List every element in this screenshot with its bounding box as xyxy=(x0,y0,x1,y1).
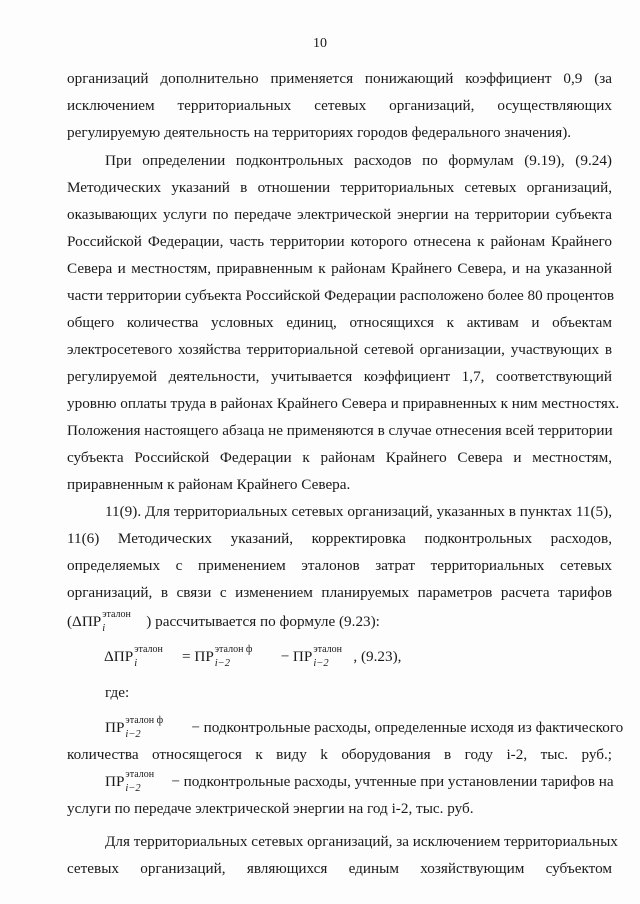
def1-text: − подконтрольные расходы, определенные исходя из фактического xyxy=(187,719,624,736)
text-line: Методических указаний в отношении территориальных сетевых организаций, xyxy=(67,179,612,196)
text-line: регулируемой деятельности, учитывается коэффициент 1,7, соответствующий xyxy=(67,368,612,385)
text-line: Российской Федерации, часть территории которого отнесена к районам Крайнего xyxy=(67,233,612,250)
def2-symbol: ПР xyxy=(105,773,125,790)
formula-t2-sub: i−2 xyxy=(313,658,329,669)
delta-text: ) рассчитывается по формуле (9.23): xyxy=(146,613,380,630)
text-line: части территории субъекта Российской Федерации расположено более 80 процентов xyxy=(67,287,615,304)
formula-lhs-sub: i xyxy=(134,658,138,669)
text-line: организаций, в связи с изменением планируемых параметров расчета тарифов xyxy=(67,584,612,601)
text-line: регулируемую деятельность на территориях городов федерального значения). xyxy=(67,124,572,141)
where-label: где: xyxy=(105,684,130,701)
paragraph-start-line: При определении подконтрольных расходов по формулам (9.19), (9.24) xyxy=(105,152,612,169)
text-line: оказывающих услуги по передаче электрической энергии на территории субъекта xyxy=(67,206,612,223)
text-line: приравненным к районам Крайнего Севера. xyxy=(67,476,351,493)
text-line: субъекта Российской Федерации к районам Крайнего Севера и местностям, xyxy=(67,449,612,466)
text-line: исключением территориальных сетевых организаций, осуществляющих xyxy=(67,97,612,114)
def2-sup: эталон xyxy=(125,769,155,780)
delta-subscript: i xyxy=(102,623,106,634)
paragraph-start-line: 11(9). Для территориальных сетевых организаций, указанных в пунктах 11(5), xyxy=(105,503,612,520)
def1-sup: эталон ф xyxy=(125,715,164,726)
def2-sub: i−2 xyxy=(125,783,141,794)
delta-superscript: эталон xyxy=(102,609,131,620)
definition-2-line xyxy=(105,769,614,794)
text-line: общего количества условных единиц, относящихся к активам и объектам xyxy=(67,314,612,331)
paragraph-start-line: Для территориальных сетевых организаций, за исключением территориальных xyxy=(105,833,618,850)
definition-2-continuation: услуги по передаче электрической энергии на год i-2, тыс. руб. xyxy=(67,800,474,817)
text-line: определяемых с применением эталонов затрат территориальных сетевых xyxy=(67,557,612,574)
formula-tail: , (9.23), xyxy=(353,648,402,665)
def2-text: − подконтрольные расходы, учтенные при установлении тарифов на xyxy=(167,773,614,790)
def1-symbol: ПР xyxy=(105,719,125,736)
text-line: электросетевого хозяйства территориальной сетевой организации, участвующих в xyxy=(67,341,612,358)
text-line: Положения настоящего абзаца не применяются в случае отнесения всей территории xyxy=(67,422,613,439)
text-line: Севера и местностям, приравненным к районам Крайнего Севера, и на указанной xyxy=(67,260,612,277)
delta-symbol: (ΔПР xyxy=(67,613,102,630)
def1-sub: i−2 xyxy=(125,729,141,740)
text-line: уровню оплаты труда в районах Крайнего Севера и приравненных к ним местностях. xyxy=(67,395,620,412)
text-line: 11(6) Методических указаний, корректировка подконтрольных расходов, xyxy=(67,530,612,547)
formula-t2-sup: эталон xyxy=(313,644,342,655)
delta-definition-line xyxy=(67,609,612,634)
formula-9-23 xyxy=(104,644,612,669)
formula-minus: − ПР xyxy=(276,648,313,665)
formula-lhs: ΔПР xyxy=(104,648,134,665)
formula-t1-sup: эталон ф xyxy=(214,644,253,655)
definition-1-continuation: количества относящегося к виду k оборудования в году i-2, тыс. руб.; xyxy=(67,746,612,763)
text-line: организаций дополнительно применяется понижающий коэффициент 0,9 (за xyxy=(67,70,612,87)
text-line: сетевых организаций, являющихся единым хозяйствующим субъектом xyxy=(67,860,612,877)
formula-eq: = ПР xyxy=(178,648,214,665)
definition-1-line xyxy=(105,715,624,740)
formula-t1-sub: i−2 xyxy=(214,658,231,669)
formula-lhs-sup: эталон xyxy=(134,644,163,655)
page-number: 10 xyxy=(313,36,327,51)
